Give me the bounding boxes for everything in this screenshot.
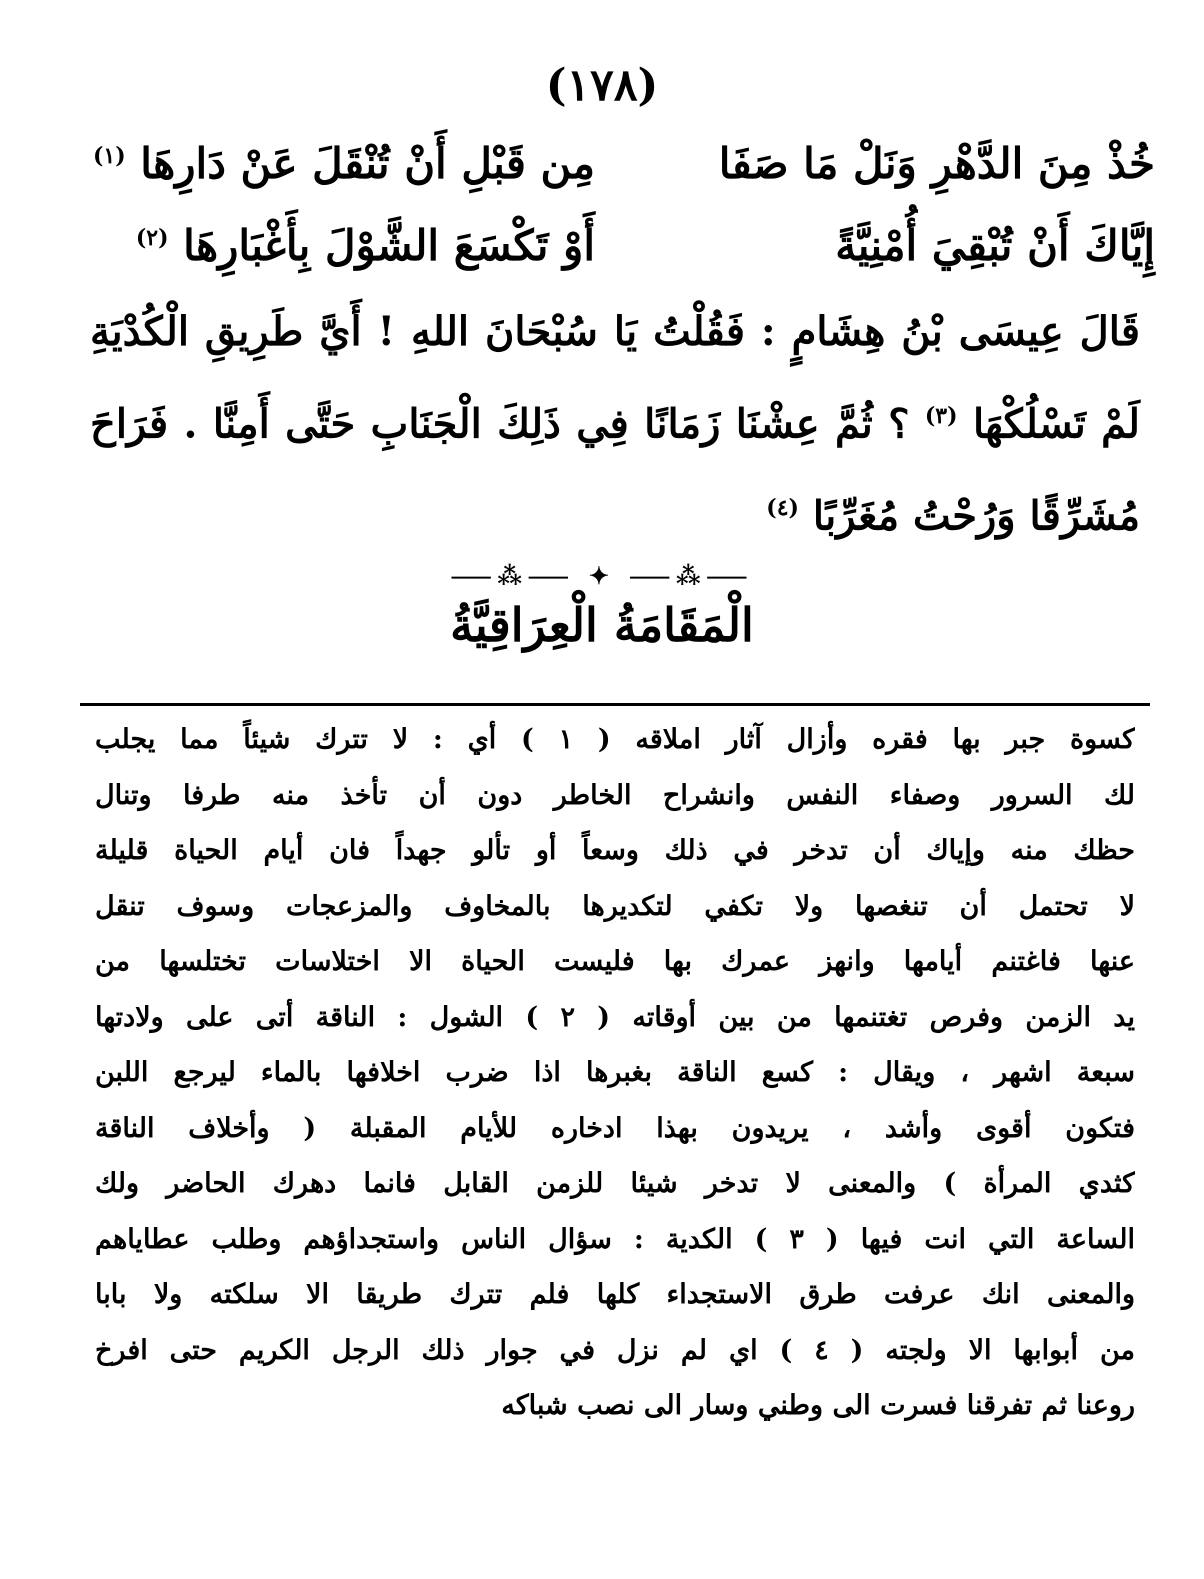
verse-first-hemistich <box>595 221 1155 270</box>
footnote-line: روعنا ثم تفرقنا فسرت الى وطني وسار الى نصب شباكه <box>501 1390 1135 1421</box>
verse-first-hemistich <box>595 139 1155 188</box>
verse-text: مِن قَبْلِ أَنْ تُنْقَلَ عَنْ دَارِهَا <box>140 138 595 188</box>
footnote-marker: (٤) <box>766 495 799 522</box>
narrative-paragraph <box>90 290 1140 559</box>
footnote-marker: (١) <box>93 142 126 169</box>
verse-text: أَوْ تَكْسَعَ الشَّوْلَ بِأَغْبَارِهَا <box>183 220 595 270</box>
footnote-line: الساعة التي انت فيها ( ٣ ) الكدية : سؤال الناس واستجداؤهم وطلب عطاياهم <box>95 1223 1135 1255</box>
footnote-line: يد الزمن وفرص تغتنمها من بين أوقاته ( ٢ ) الشول : الناقة أتى على ولادتها <box>95 1001 1135 1033</box>
narrative-text: قَالَ عِيسَى بْنُ هِشَامٍ : فَقُلْتُ يَا سُبْحَانَ اللهِ ! أَيَّ طَرِيقِ الْكُدْيَةِ لَمْ تَسْلُكْهَا <box>90 308 1140 448</box>
footnote-rule <box>80 703 1150 706</box>
footnote-line: عنها فاغتنم أيامها وانهز عمرك بها فليست الحياة الا اختلاسات تختلسها من <box>95 946 1135 977</box>
footnote-line: من أبوابها الا ولجته ( ٤ ) اي لم نزل في جوار ذلك الرجل الكريم حتى افرخ <box>95 1334 1135 1366</box>
verse-second-hemistich <box>85 221 595 270</box>
poem-verses <box>85 122 1155 286</box>
verse-second-hemistich <box>85 139 595 188</box>
page-number: (١٧٨) <box>545 60 659 111</box>
footnote-marker: (٣) <box>924 403 958 429</box>
verse-line <box>85 204 1155 286</box>
ornament-divider: ⸺⁂⸺ ✦ ⸺⁂⸺ <box>450 561 754 590</box>
narrative-text: ؟ ثُمَّ عِشْنَا زَمَانًا فِي ذَلِكَ الْجَنَابِ حَتَّى أَمِنَّا . فَرَاحَ مُشَرِّقًا وَرُحْتُ مُغَرِّبًا <box>90 400 1140 540</box>
footnote-line: لا تحتمل أن تنغصها ولا تكفي لتكديرها بالمخاوف والمزعجات وسوف تنقل <box>95 890 1135 922</box>
footnote-line: سبعة اشهر ، ويقال : كسع الناقة بغبرها اذا ضرب اخلافها بالماء ليرجع اللبن <box>95 1057 1135 1088</box>
footnote-line: حظك منه وإياك أن تدخر في ذلك وسعاً أو تألو جهداً فان أيام الحياة قليلة <box>95 835 1135 866</box>
footnote-marker: (٢) <box>135 224 169 251</box>
footnote-line: لك السرور وصفاء النفس وانشراح الخاطر دون أن تأخذ منه طرفا وتنال <box>95 779 1135 811</box>
footnote-line: كثدي المرأة ) والمعنى لا تدخر شيئا للزمن القابل فانما دهرك الحاضر ولك <box>95 1168 1135 1199</box>
verse-line <box>85 122 1155 204</box>
footnotes <box>95 712 1135 1434</box>
footnote-line: كسوة جبر بها فقره وأزال آثار املاقه ( ١ ) أي : لا تترك شيئاً مما يجلب <box>95 724 1135 755</box>
section-title: الْمَقَامَةُ الْعِرَاقِيَّةُ <box>450 598 754 652</box>
verse-text: خُذْ مِنَ الدَّهْرِ وَنَلْ مَا صَفَا <box>718 138 1155 188</box>
footnote-line: والمعنى انك عرفت طرق الاستجداء كلها فلم تترك طريقا الا سلكته ولا بابا <box>95 1279 1135 1310</box>
footnote-line: فتكون أقوى وأشد ، يريدون بهذا ادخاره للأيام المقبلة ( وأخلاف الناقة <box>95 1112 1135 1144</box>
verse-text: إِيَّاكَ أَنْ تُبْقِيَ أُمْنِيَّةً <box>835 220 1155 270</box>
